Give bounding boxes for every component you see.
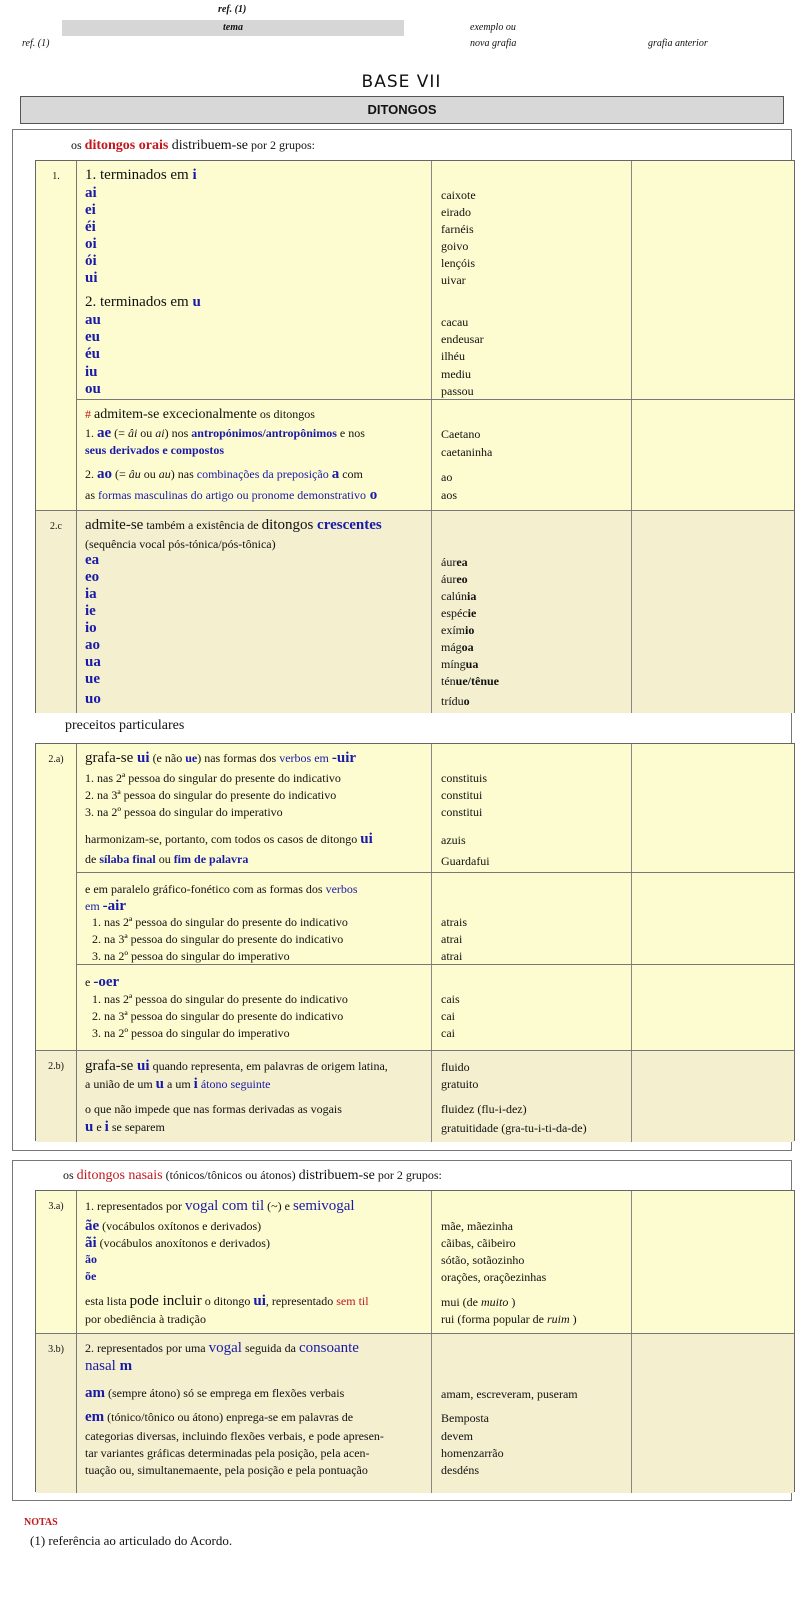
ditongo: eo bbox=[85, 569, 100, 585]
example: áureo bbox=[441, 572, 468, 586]
orais-box bbox=[12, 129, 792, 1151]
ditongo: oi bbox=[85, 236, 97, 252]
s3a-title: 1. representados por vogal com til (~) e semivogal bbox=[85, 1198, 355, 1214]
ditongo: ói bbox=[85, 253, 97, 269]
example: farnéis bbox=[441, 222, 474, 236]
example: fluidez (flu-i-dez) bbox=[441, 1102, 527, 1116]
example: orações, oraçõezinhas bbox=[441, 1270, 547, 1284]
section-2a bbox=[36, 744, 794, 1050]
exc-example: Caetano bbox=[441, 427, 481, 441]
example: míngua bbox=[441, 657, 479, 671]
example: uivar bbox=[441, 273, 466, 287]
s3a-line-1: esta lista pode incluir o ditongo ui, representado sem til bbox=[85, 1293, 369, 1309]
exc-example: ao bbox=[441, 470, 453, 484]
section-number: 2.a) bbox=[36, 744, 77, 1050]
ditongo: éi bbox=[85, 219, 96, 235]
example: desdéns bbox=[441, 1463, 479, 1477]
example: cais bbox=[441, 992, 460, 1006]
example: tríduo bbox=[441, 694, 470, 708]
example: calúnia bbox=[441, 589, 477, 603]
example: ténue/tênue bbox=[441, 674, 500, 688]
nova-grafia-label: nova grafia bbox=[470, 38, 517, 49]
ditongo: ei bbox=[85, 202, 96, 218]
ditongo: ai bbox=[85, 185, 97, 201]
s2b-line-1: grafa-se ui quando representa, em palavras de origem latina, bbox=[85, 1058, 388, 1074]
preceitos-caption: preceitos particulares bbox=[65, 718, 185, 733]
example: passou bbox=[441, 383, 474, 398]
exc-line-2: seus derivados e compostos bbox=[85, 443, 225, 457]
ditongo: uo bbox=[85, 691, 101, 707]
ditongo: ui bbox=[85, 270, 98, 286]
example: cãibas, cãibeiro bbox=[441, 1236, 516, 1250]
exc-example: aos bbox=[441, 488, 457, 502]
section-title: DITONGOS bbox=[367, 102, 437, 117]
rule-line: 1. nas 2ª pessoa do singular do presente do indicativo bbox=[85, 771, 341, 785]
example: espécie bbox=[441, 606, 477, 620]
section-number: 2.c bbox=[36, 511, 77, 713]
example: cai bbox=[441, 1009, 455, 1023]
example: atrai bbox=[441, 949, 463, 963]
example: atrais bbox=[441, 915, 467, 929]
example: fluido bbox=[441, 1060, 470, 1074]
am-line: am (sempre átono) só se emprega em flexões verbais bbox=[85, 1385, 345, 1401]
ref-top: ref. (1) bbox=[218, 4, 247, 15]
grafia-anterior-label: grafia anterior bbox=[648, 38, 708, 49]
ditongo: eu bbox=[85, 329, 100, 346]
exc-example: caetaninha bbox=[441, 445, 493, 459]
ditongo: io bbox=[85, 620, 97, 636]
ditongo: au bbox=[85, 312, 101, 328]
ditongo: ao bbox=[85, 637, 100, 653]
rule-line: 1. nas 2ª pessoa do singular do presente do indicativo bbox=[92, 992, 348, 1006]
tema-label: tema bbox=[223, 22, 243, 33]
s3b-title-2: nasal m bbox=[85, 1358, 133, 1374]
ditongo: ia bbox=[85, 586, 97, 602]
ditongo: iu bbox=[85, 363, 98, 380]
s2b-line-3: o que não impede que nas formas derivadas as vogais bbox=[85, 1102, 342, 1116]
section-3a bbox=[36, 1191, 794, 1333]
notes-text: (1) referência ao articulado do Acordo. bbox=[30, 1533, 233, 1548]
tema-bar bbox=[62, 20, 404, 36]
nasal-row: ãi (vocábulos anoxítonos e derivados) bbox=[85, 1235, 270, 1251]
rule-line: 2. na 3ª pessoa do singular do presente do indicativo bbox=[92, 1009, 344, 1023]
section-3b bbox=[36, 1333, 794, 1493]
ref-left: ref. (1) bbox=[22, 38, 50, 49]
example: ilhéu bbox=[441, 349, 465, 364]
section-number: 2.b) bbox=[36, 1051, 77, 1142]
example: mãe, mãezinha bbox=[441, 1219, 513, 1233]
group-2-title: 2. terminados em u bbox=[85, 294, 201, 310]
rule-line: 2. na 3ª pessoa do singular do presente do indicativo bbox=[92, 932, 344, 946]
example: azuis bbox=[441, 833, 466, 847]
ditongo: ua bbox=[85, 654, 101, 670]
s2c-title: admite-se também a existência de ditongos crescentes bbox=[85, 517, 382, 533]
section-1 bbox=[36, 161, 794, 510]
nasal-row: ão bbox=[85, 1252, 97, 1266]
rule-line: 1. nas 2ª pessoa do singular do presente do indicativo bbox=[92, 915, 348, 929]
example: atrai bbox=[441, 932, 463, 946]
nasais-caption: os ditongos nasais (tónicos/tônicos ou átonos) distribuem-se por 2 grupos: bbox=[63, 1168, 442, 1183]
s2b-line-2: a união de um u a um i átono seguinte bbox=[85, 1076, 271, 1092]
example: cacau bbox=[441, 315, 469, 329]
example: devem bbox=[441, 1429, 473, 1443]
oer-title: e -oer bbox=[85, 974, 120, 990]
example: mágoa bbox=[441, 640, 474, 654]
nasais-table bbox=[35, 1190, 795, 1492]
orais-table-1 bbox=[35, 160, 795, 713]
s3a-line-2: por obediência à tradição bbox=[85, 1312, 206, 1326]
section-2b bbox=[36, 1050, 794, 1142]
em-line-1: em (tónico/tônico ou átono) enprega-se em palavras de bbox=[85, 1409, 354, 1425]
example: sótão, sotãozinho bbox=[441, 1253, 525, 1267]
ditongo: ou bbox=[85, 380, 101, 397]
exc-line-1: 1. ae (= âi ou ai) nos antropónimos/antropônimos e nos bbox=[85, 425, 365, 441]
ditongo: ie bbox=[85, 603, 96, 619]
example: Guardafui bbox=[441, 854, 490, 868]
orais-caption: os ditongos orais distribuem-se por 2 grupos: bbox=[71, 138, 316, 153]
example: cai bbox=[441, 1026, 455, 1040]
exc-title: # admitem-se excecionalmente os ditongos bbox=[85, 407, 315, 422]
base-title: BASE VII bbox=[361, 72, 442, 92]
harmonize-line-1: harmonizam-se, portanto, com todos os casos de ditongo ui bbox=[85, 831, 373, 847]
section-number: 3.b) bbox=[36, 1334, 77, 1493]
example: gratuitidade (gra-tu-i-ti-da-de) bbox=[441, 1121, 587, 1135]
example: eirado bbox=[441, 205, 471, 219]
example: mui (de muito ) bbox=[441, 1295, 516, 1309]
parallel-line-1: e em paralelo gráfico-fonético com as formas dos verbos bbox=[85, 882, 358, 896]
ditongo: ea bbox=[85, 552, 100, 568]
example: endeusar bbox=[441, 332, 484, 347]
em-line-3: tar variantes gráficas determinadas pela posição, pela acen- bbox=[85, 1446, 370, 1460]
notes-title: NOTAS bbox=[24, 1517, 58, 1528]
rule-line: 3. na 2º pessoa do singular do imperativo bbox=[92, 949, 290, 963]
section-title-bar bbox=[20, 96, 784, 124]
nasais-box bbox=[12, 1160, 792, 1501]
ditongo: ue bbox=[85, 671, 100, 687]
parallel-line-2: em -air bbox=[85, 898, 126, 914]
s2b-line-4: u e i se separem bbox=[85, 1119, 165, 1135]
section-2c bbox=[36, 510, 794, 713]
section-number: 1. bbox=[36, 161, 77, 510]
exc-line-3: 2. ao (= âu ou au) nas combinações da preposição a com bbox=[85, 466, 363, 482]
em-line-4: tuação ou, simultanemaente, pela posição e pela pontuação bbox=[85, 1463, 368, 1477]
s3b-title-1: 2. representados por uma vogal seguida da consoante bbox=[85, 1340, 359, 1356]
rule-line: 3. na 2º pessoa do singular do imperativo bbox=[92, 1026, 290, 1040]
example: constitui bbox=[441, 805, 483, 819]
s2a-title: grafa-se ui (e não ue) nas formas dos verbos em -uir bbox=[85, 750, 357, 766]
example: lençóis bbox=[441, 256, 475, 270]
nasal-row: õe bbox=[85, 1269, 97, 1283]
em-line-2: categorias diversas, incluindo flexões verbais, e pode apresen- bbox=[85, 1429, 384, 1443]
orais-table-2 bbox=[35, 743, 795, 1141]
section-number: 3.a) bbox=[36, 1191, 77, 1333]
nasal-row: ãe (vocábulos oxítonos e derivados) bbox=[85, 1218, 262, 1234]
example: exímio bbox=[441, 623, 475, 637]
exemplo-ou-label: exemplo ou bbox=[470, 22, 516, 33]
s2c-subtitle: (sequência vocal pós-tónica/pós-tônica) bbox=[85, 537, 276, 551]
harmonize-line-2: de sílaba final ou fim de palavra bbox=[85, 852, 249, 866]
example: goivo bbox=[441, 239, 469, 253]
example: caixote bbox=[441, 188, 476, 202]
rule-line: 3. na 2º pessoa do singular do imperativo bbox=[85, 805, 283, 819]
example: áurea bbox=[441, 555, 468, 569]
group-1-title: 1. terminados em i bbox=[85, 167, 197, 183]
example: mediu bbox=[441, 366, 471, 381]
example: rui (forma popular de ruim ) bbox=[441, 1312, 577, 1326]
example: constituis bbox=[441, 771, 488, 785]
example: amam, escreveram, puseram bbox=[441, 1387, 578, 1401]
example: gratuito bbox=[441, 1077, 479, 1091]
rule-line: 2. na 3ª pessoa do singular do presente do indicativo bbox=[85, 788, 337, 802]
exc-line-4: as formas masculinas do artigo ou pronome demonstrativo o bbox=[85, 487, 378, 503]
ditongo: éu bbox=[85, 346, 100, 363]
example: Bemposta bbox=[441, 1411, 489, 1425]
example: constitui bbox=[441, 788, 483, 802]
example: homenzarrão bbox=[441, 1446, 504, 1460]
